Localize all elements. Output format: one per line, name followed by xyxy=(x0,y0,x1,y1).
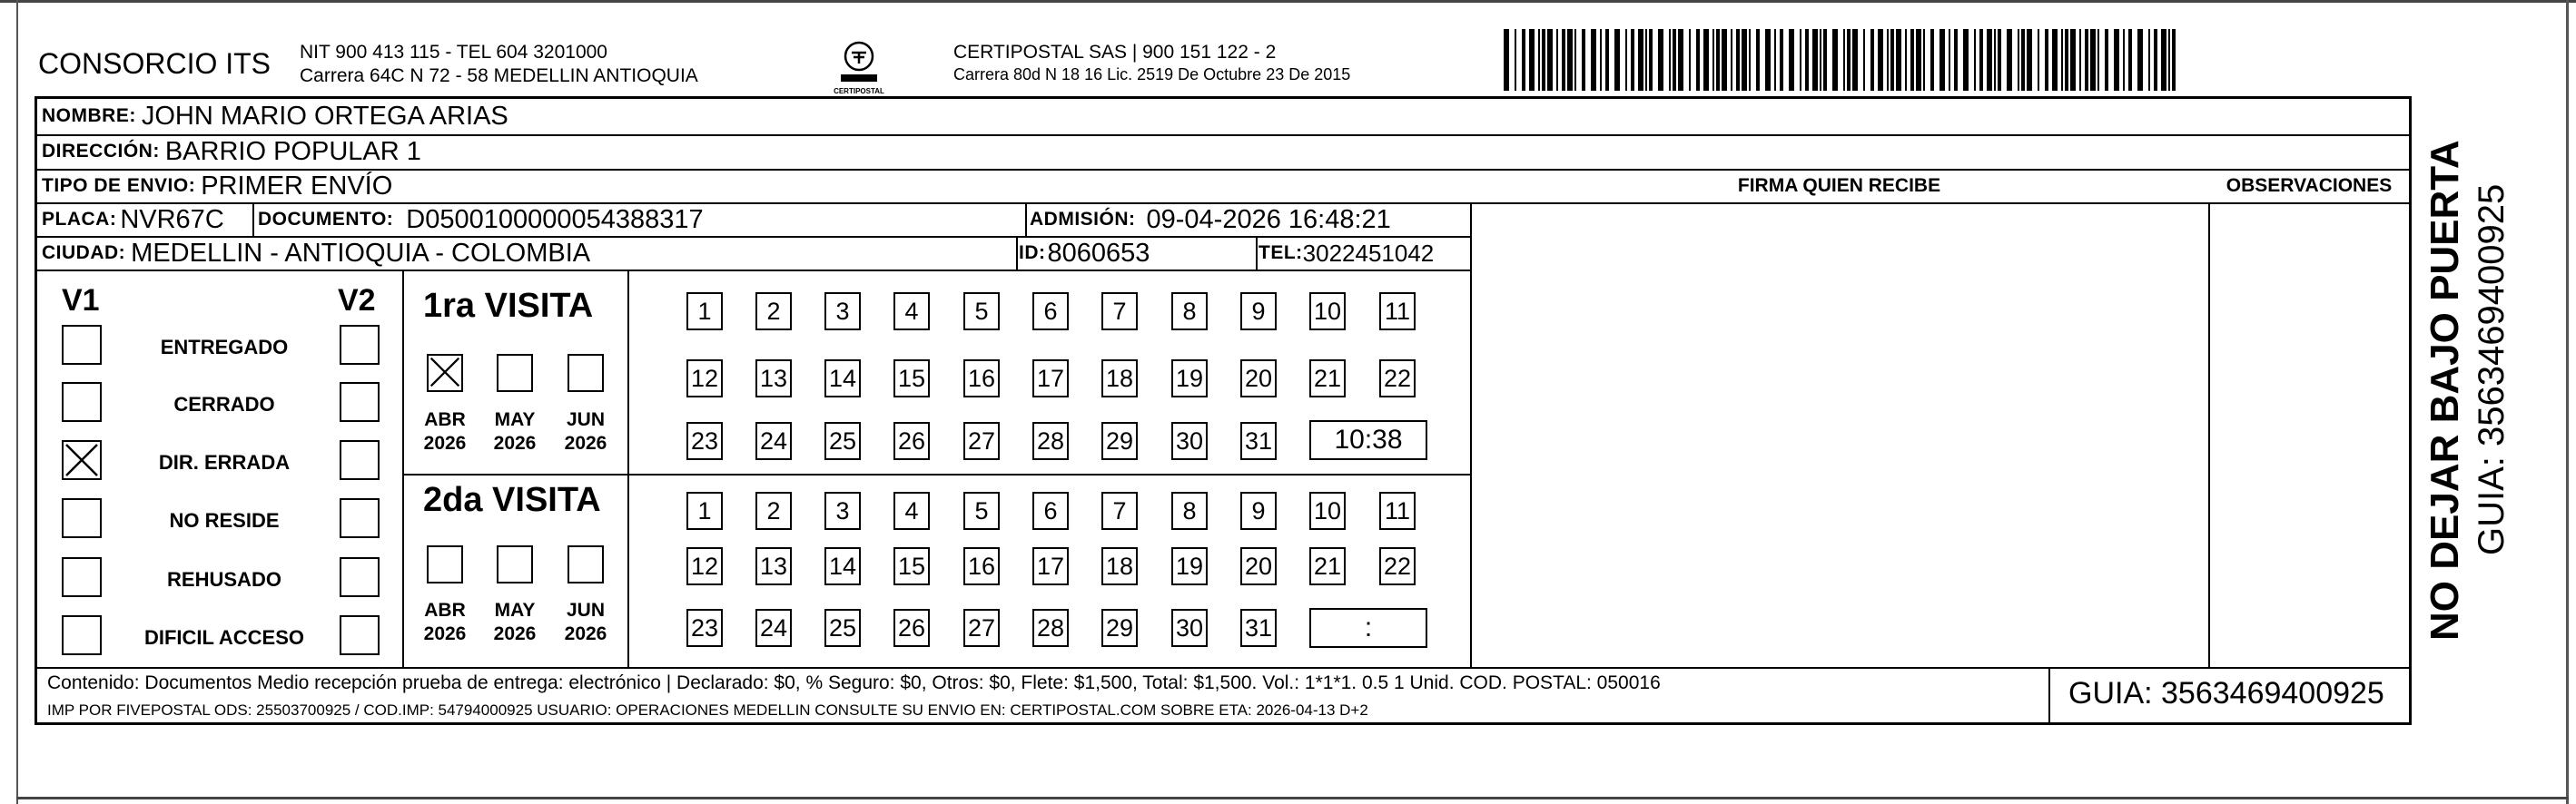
barcode-bar xyxy=(1890,29,1894,91)
day-box[interactable]: 14 xyxy=(824,547,861,585)
month-year: 2026 xyxy=(423,623,467,644)
barcode-bar xyxy=(2128,29,2132,91)
barcode-bar xyxy=(1974,29,1976,91)
barcode-bar xyxy=(1800,29,1801,91)
v2-checkbox[interactable] xyxy=(340,325,380,365)
barcode-bar xyxy=(1923,29,1925,91)
barcode-bar xyxy=(1678,29,1683,91)
month-year: 2026 xyxy=(493,433,537,454)
barcode-bar xyxy=(1742,29,1747,91)
day-box[interactable]: 1 xyxy=(686,492,723,530)
barcode-bar xyxy=(1939,29,1945,91)
side-guia: GUIA: 3563469400925 xyxy=(2472,183,2512,555)
barcode-bar xyxy=(1805,29,1809,91)
footer-contenido: Contenido: Documentos Medio recepción prueba de entrega: electrónico | Declarado: $0, % Seguro: $0, Otros: $0, Flete: $1,500, Total: $1,500. Vol.: 1*1*1. 0.5 1 Unid. COD. POSTAL: 050016 xyxy=(47,672,1661,693)
barcode-bar xyxy=(1812,29,1818,91)
month-label xyxy=(558,408,613,456)
barcode-bar xyxy=(1556,29,1558,91)
barcode-bar xyxy=(1870,29,1874,91)
ciudad-value: MEDELLIN - ANTIOQUIA - COLOMBIA xyxy=(131,238,591,268)
barcode-bar xyxy=(1789,29,1794,91)
barcode-bar xyxy=(1749,29,1751,91)
day-box[interactable]: 6 xyxy=(1032,492,1069,530)
v1-checkbox[interactable] xyxy=(62,325,102,365)
barcode-bar xyxy=(1625,29,1627,91)
day-box[interactable]: 3 xyxy=(824,492,861,530)
day-box[interactable]: 21 xyxy=(1309,547,1346,585)
documento-label: DOCUMENTO: xyxy=(258,209,394,230)
visit-time-field[interactable]: : xyxy=(1309,608,1427,648)
day-box[interactable]: 1 xyxy=(686,292,723,330)
month-label xyxy=(558,599,613,646)
day-box[interactable]: 22 xyxy=(1379,359,1416,397)
tel-label: TEL: xyxy=(1258,242,1303,263)
barcode-bar xyxy=(1954,29,1958,91)
barcode-bar xyxy=(2168,29,2170,91)
admision-label: ADMISIÓN: xyxy=(1030,209,1136,230)
day-box[interactable]: 27 xyxy=(963,422,1000,460)
barcode-bar xyxy=(1905,29,1907,91)
tipo-envio-label: TIPO DE ENVIO: xyxy=(42,175,196,196)
day-box[interactable]: 28 xyxy=(1032,609,1069,647)
month-name: ABR xyxy=(424,600,466,621)
barcode-bar xyxy=(2161,29,2166,91)
month-checkbox-jun[interactable] xyxy=(568,545,604,583)
barcode-bar xyxy=(2097,29,2099,91)
barcode-bar xyxy=(1832,29,1838,91)
barcode-bar xyxy=(1600,29,1602,91)
barcode-bar xyxy=(2079,29,2081,91)
day-box[interactable]: 4 xyxy=(893,292,930,330)
sheet-bottom-edge xyxy=(16,797,2569,799)
barcode-bar xyxy=(1780,29,1783,91)
barcode-bar xyxy=(1696,29,1700,91)
barcode-bar xyxy=(2172,29,2176,91)
ciudad-cell xyxy=(42,237,590,270)
barcode-bar xyxy=(1878,29,1883,91)
footer-imp: IMP POR FIVEPOSTAL ODS: 25503700925 / COD.IMP: 54794000925 USUARIO: OPERACIONES MEDELLIN CONSULTE SU ENVIO EN: CERTIPOSTAL.COM SOBRE ETA: 2026-04-13 D+2 xyxy=(47,701,1368,719)
barcode-bar xyxy=(1963,29,1969,91)
day-box[interactable]: 7 xyxy=(1101,492,1138,530)
barcode-bar xyxy=(1843,29,1845,91)
certipostal-logo-text: CERTIPOSTAL xyxy=(834,87,884,95)
month-year: 2026 xyxy=(493,623,537,644)
day-box[interactable]: 30 xyxy=(1171,422,1208,460)
barcode-bar xyxy=(1645,29,1647,91)
month-year: 2026 xyxy=(423,433,467,454)
barcode-bar xyxy=(1916,29,1921,91)
day-box[interactable]: 8 xyxy=(1171,292,1208,330)
barcode-bar xyxy=(1712,29,1714,91)
month-label xyxy=(488,599,542,646)
barcode-bar xyxy=(2061,29,2063,91)
barcode-bar xyxy=(1765,29,1771,91)
day-box[interactable]: 17 xyxy=(1032,547,1069,585)
certipostal-license: Carrera 80d N 18 16 Lic. 2519 De Octubre 23 De 2015 xyxy=(953,65,1351,83)
month-label xyxy=(418,599,472,646)
barcode-bar xyxy=(1716,29,1720,91)
barcode-bar xyxy=(1863,29,1865,91)
status-label: CERRADO xyxy=(173,393,275,416)
month-checkbox-may[interactable] xyxy=(497,354,533,392)
barcode-bar xyxy=(2027,29,2032,91)
barcode-bar xyxy=(1722,29,1727,91)
admision-cell xyxy=(1030,203,1391,236)
v1-checkbox[interactable] xyxy=(62,440,102,480)
barcode-bar xyxy=(1930,29,1934,91)
day-box[interactable]: 10 xyxy=(1309,292,1346,330)
day-box[interactable]: 10 xyxy=(1309,492,1346,530)
barcode-bar xyxy=(1631,29,1634,91)
day-box[interactable]: 25 xyxy=(824,609,861,647)
month-label xyxy=(418,408,472,456)
barcode-bar xyxy=(1823,29,1827,91)
barcode-bar xyxy=(2137,29,2143,91)
month-label xyxy=(488,408,542,456)
barcode-bar xyxy=(1547,29,1553,91)
month-checkbox-abr[interactable] xyxy=(427,545,463,583)
admision-value: 09-04-2026 16:48:21 xyxy=(1146,204,1391,234)
sheet-right-edge xyxy=(2566,0,2569,804)
barcode-bar xyxy=(2154,29,2157,91)
day-box[interactable]: 18 xyxy=(1101,359,1138,397)
month-name: MAY xyxy=(494,600,536,621)
day-box[interactable]: 22 xyxy=(1379,547,1416,585)
barcode-bar xyxy=(2070,29,2076,91)
barcode-bar xyxy=(1522,29,1525,91)
barcode-bar xyxy=(1669,29,1671,91)
v1-checkbox[interactable] xyxy=(62,498,102,538)
direccion-label: DIRECCIÓN: xyxy=(42,141,160,162)
barcode-bar xyxy=(1949,29,1950,91)
no-dejar-bajo-puerta: NO DEJAR BAJO PUERTA xyxy=(2423,140,2467,641)
id-cell xyxy=(1019,237,1150,270)
day-box[interactable]: 2 xyxy=(755,292,792,330)
barcode-bar xyxy=(1994,29,1996,91)
nombre-value: JOHN MARIO ORTEGA ARIAS xyxy=(141,101,508,131)
barcode-bar xyxy=(2052,29,2058,91)
barcode-bar xyxy=(1703,29,1709,91)
v2-checkbox[interactable] xyxy=(340,498,380,538)
day-box[interactable]: 2 xyxy=(755,492,792,530)
id-value: 8060653 xyxy=(1047,238,1150,268)
day-box[interactable]: 4 xyxy=(893,492,930,530)
tipo-envio-row xyxy=(42,170,392,202)
tipo-envio-value: PRIMER ENVÍO xyxy=(201,171,393,201)
certipostal-name: CERTIPOSTAL SAS | 900 151 122 - 2 xyxy=(953,42,1277,63)
barcode-bar xyxy=(1538,29,1540,91)
day-box[interactable]: 27 xyxy=(963,609,1000,647)
barcode-bar xyxy=(1887,29,1889,91)
barcode-bar xyxy=(1820,29,1821,91)
barcode-bar xyxy=(1605,29,1609,91)
day-box[interactable]: 30 xyxy=(1171,609,1208,647)
barcode-bar xyxy=(2105,29,2108,91)
v1-checkbox[interactable] xyxy=(62,615,102,655)
day-box[interactable]: 31 xyxy=(1240,422,1277,460)
barcode-bar xyxy=(1542,29,1545,91)
day-box[interactable]: 3 xyxy=(824,292,861,330)
v2-checkbox[interactable] xyxy=(340,557,380,597)
certipostal-logo-icon xyxy=(834,38,884,89)
day-box[interactable]: 24 xyxy=(755,609,792,647)
footer-guia: GUIA: 3563469400925 xyxy=(2068,676,2384,711)
observaciones-header: OBSERVACIONES xyxy=(2226,175,2393,196)
day-box[interactable]: 23 xyxy=(686,609,723,647)
sheet-left-edge xyxy=(16,0,18,804)
placa-value: NVR67C xyxy=(120,204,224,234)
v2-header: V2 xyxy=(338,283,376,318)
nombre-row xyxy=(42,100,508,132)
barcode-bar xyxy=(1591,29,1596,91)
documento-value: D0500100000054388317 xyxy=(406,204,704,234)
status-label: NO RESIDE xyxy=(169,509,280,532)
barcode-bar xyxy=(1649,29,1653,91)
day-box[interactable]: 11 xyxy=(1379,492,1416,530)
day-box[interactable]: 14 xyxy=(824,359,861,397)
day-box[interactable]: 17 xyxy=(1032,359,1069,397)
barcode xyxy=(1504,29,2185,93)
month-year: 2026 xyxy=(564,623,607,644)
barcode-bar xyxy=(2123,29,2125,91)
status-label: DIR. ERRADA xyxy=(158,451,291,474)
day-box[interactable]: 31 xyxy=(1240,609,1277,647)
day-box[interactable]: 24 xyxy=(755,422,792,460)
day-box[interactable]: 25 xyxy=(824,422,861,460)
day-box[interactable]: 23 xyxy=(686,422,723,460)
day-box[interactable]: 12 xyxy=(686,547,723,585)
barcode-bar xyxy=(1987,29,1992,91)
day-box[interactable]: 19 xyxy=(1171,359,1208,397)
v2-checkbox[interactable] xyxy=(340,382,380,422)
barcode-bar xyxy=(2045,29,2048,91)
barcode-bar xyxy=(2018,29,2019,91)
month-name: JUN xyxy=(566,409,605,430)
month-name: MAY xyxy=(494,409,536,430)
documento-cell xyxy=(258,203,704,236)
barcode-bar xyxy=(1774,29,1776,91)
barcode-bar xyxy=(1736,29,1740,91)
barcode-bar xyxy=(2148,29,2150,91)
day-box[interactable]: 16 xyxy=(963,359,1000,397)
v1-header: V1 xyxy=(62,283,100,318)
barcode-bar xyxy=(1979,29,1983,91)
month-checkbox-jun[interactable] xyxy=(568,354,604,392)
barcode-bar xyxy=(1529,29,1535,91)
month-year: 2026 xyxy=(564,433,607,454)
barcode-bar xyxy=(2114,29,2119,91)
barcode-bar xyxy=(2090,29,2096,91)
barcode-bar xyxy=(1847,29,1851,91)
month-checkbox-abr[interactable] xyxy=(427,354,463,392)
company-nit: NIT 900 413 115 - TEL 604 3201000 xyxy=(300,42,607,63)
barcode-bar xyxy=(2038,29,2039,91)
status-label: DIFICIL ACCESO xyxy=(143,626,304,649)
barcode-bar xyxy=(2085,29,2088,91)
day-box[interactable]: 21 xyxy=(1309,359,1346,397)
day-box[interactable]: 20 xyxy=(1240,359,1277,397)
placa-label: PLACA: xyxy=(42,209,117,230)
second-visit-title: 2da VISITA xyxy=(423,481,601,519)
v2-checkbox[interactable] xyxy=(340,615,380,655)
day-box[interactable]: 28 xyxy=(1032,422,1069,460)
company-name: CONSORCIO ITS xyxy=(38,47,271,80)
day-box[interactable]: 15 xyxy=(893,359,930,397)
day-box[interactable]: 12 xyxy=(686,359,723,397)
barcode-bar xyxy=(1567,29,1573,91)
day-box[interactable]: 26 xyxy=(893,609,930,647)
status-label: ENTREGADO xyxy=(160,336,289,358)
barcode-bar xyxy=(1574,29,1576,91)
status-label: REHUSADO xyxy=(167,568,281,591)
barcode-bar xyxy=(1756,29,1760,91)
tel-cell xyxy=(1258,237,1434,270)
visit-time-field[interactable]: 10:38 xyxy=(1309,420,1427,460)
v2-checkbox[interactable] xyxy=(340,440,380,480)
barcode-bar xyxy=(1515,29,1516,91)
barcode-bar xyxy=(1910,29,1914,91)
barcode-bar xyxy=(2065,29,2068,91)
day-box[interactable]: 6 xyxy=(1032,292,1069,330)
day-box[interactable]: 18 xyxy=(1101,547,1138,585)
barcode-bar xyxy=(1852,29,1858,91)
barcode-bar xyxy=(1562,29,1565,91)
v1-checkbox[interactable] xyxy=(62,557,102,597)
first-visit-title: 1ra VISITA xyxy=(423,287,594,325)
day-box[interactable]: 13 xyxy=(755,547,792,585)
company-address: Carrera 64C N 72 - 58 MEDELLIN ANTIOQUIA xyxy=(300,65,698,86)
day-box[interactable]: 29 xyxy=(1101,609,1138,647)
barcode-bar xyxy=(1658,29,1663,91)
day-box[interactable]: 15 xyxy=(893,547,930,585)
barcode-bar xyxy=(1673,29,1676,91)
day-box[interactable]: 8 xyxy=(1171,492,1208,530)
barcode-bar xyxy=(1731,29,1732,91)
barcode-bar xyxy=(1614,29,1620,91)
firma-header: FIRMA QUIEN RECIBE xyxy=(1737,175,1941,196)
placa-cell xyxy=(42,203,224,236)
barcode-bar xyxy=(1504,29,1509,91)
barcode-bar xyxy=(2021,29,2025,91)
day-box[interactable]: 19 xyxy=(1171,547,1208,585)
day-box[interactable]: 5 xyxy=(963,492,1000,530)
barcode-bar xyxy=(1582,29,1585,91)
day-box[interactable]: 20 xyxy=(1240,547,1277,585)
barcode-bar xyxy=(1896,29,1901,91)
day-box[interactable]: 16 xyxy=(963,547,1000,585)
day-box[interactable]: 9 xyxy=(1240,492,1277,530)
day-box[interactable]: 7 xyxy=(1101,292,1138,330)
day-box[interactable]: 26 xyxy=(893,422,930,460)
month-name: ABR xyxy=(424,409,466,430)
day-box[interactable]: 5 xyxy=(963,292,1000,330)
direccion-row xyxy=(42,135,421,168)
ciudad-label: CIUDAD: xyxy=(42,242,126,263)
barcode-bar xyxy=(1689,29,1691,91)
day-box[interactable]: 11 xyxy=(1379,292,1416,330)
day-box[interactable]: 13 xyxy=(755,359,792,397)
month-name: JUN xyxy=(566,600,605,621)
direccion-value: BARRIO POPULAR 1 xyxy=(164,136,421,166)
barcode-bar xyxy=(1998,29,2001,91)
barcode-bar xyxy=(2007,29,2012,91)
nombre-label: NOMBRE: xyxy=(42,105,136,126)
id-label: ID: xyxy=(1019,242,1046,263)
tel-value: 3022451042 xyxy=(1302,239,1435,267)
day-box[interactable]: 29 xyxy=(1101,422,1138,460)
sheet-top-edge xyxy=(0,0,2576,3)
v1-checkbox[interactable] xyxy=(62,382,102,422)
day-box[interactable]: 9 xyxy=(1240,292,1277,330)
barcode-bar xyxy=(1638,29,1643,91)
month-checkbox-may[interactable] xyxy=(497,545,533,583)
